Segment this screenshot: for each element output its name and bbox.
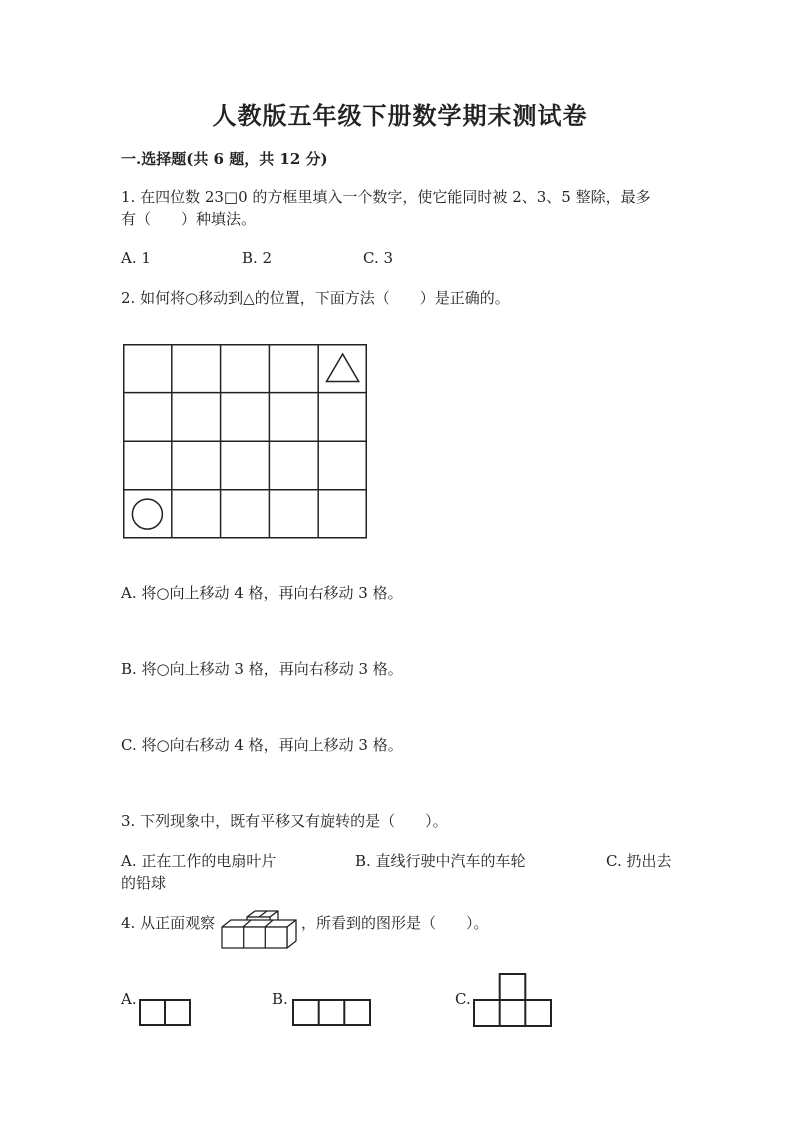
movement-grid xyxy=(123,344,367,539)
option-a-figure[interactable] xyxy=(139,999,191,1027)
question-2-text: 2. 如何将○移动到△的位置，下面方法（ ）是正确的。 xyxy=(121,289,510,307)
question-1-line-2: 有（ ）种填法。 xyxy=(121,210,257,228)
circle-shape xyxy=(132,499,162,529)
question-3-option-b[interactable]: B. 直线行驶中汽车的车轮 xyxy=(355,852,526,870)
question-4-text-before: 4. 从正面观察 xyxy=(121,914,216,932)
question-2-option-c[interactable]: C. 将○向右移动 4 格，再向上移动 3 格。 xyxy=(121,736,403,754)
cube-stack-3d-figure xyxy=(218,911,298,951)
question-2-option-b[interactable]: B. 将○向上移动 3 格，再向右移动 3 格。 xyxy=(121,660,403,678)
question-1-option-b[interactable]: B. 2 xyxy=(242,249,273,267)
question-4-option-a-label[interactable]: A. xyxy=(121,990,137,1008)
question-1-line-1: 1. 在四位数 23□0 的方框里填入一个数字，使它能同时被 2、3、5 整除，最多 xyxy=(121,188,651,206)
option-c-figure[interactable] xyxy=(473,973,552,1027)
question-1-option-c[interactable]: C. 3 xyxy=(363,249,394,267)
question-4-text-after: ，所看到的图形是（ ）。 xyxy=(301,914,489,932)
option-b-figure[interactable] xyxy=(292,999,371,1027)
question-4-option-c-label[interactable]: C. xyxy=(455,990,471,1008)
page-title: 人教版五年级下册数学期末测试卷 xyxy=(212,101,588,130)
triangle-shape xyxy=(327,354,359,382)
question-2-option-a[interactable]: A. 将○向上移动 4 格，再向右移动 3 格。 xyxy=(121,584,403,602)
question-3-option-c[interactable]: C. 扔出去 xyxy=(606,852,672,870)
question-3-option-a[interactable]: A. 正在工作的电扇叶片 xyxy=(121,852,277,870)
section-header: 一.选择题(共 6 题，共 12 分) xyxy=(121,150,328,168)
question-3-text: 3. 下列现象中，既有平移又有旋转的是（ ）。 xyxy=(121,812,448,830)
question-1-option-a[interactable]: A. 1 xyxy=(121,249,151,267)
question-3-option-c-continued: 的铅球 xyxy=(121,874,167,892)
question-4-option-b-label[interactable]: B. xyxy=(272,990,288,1008)
